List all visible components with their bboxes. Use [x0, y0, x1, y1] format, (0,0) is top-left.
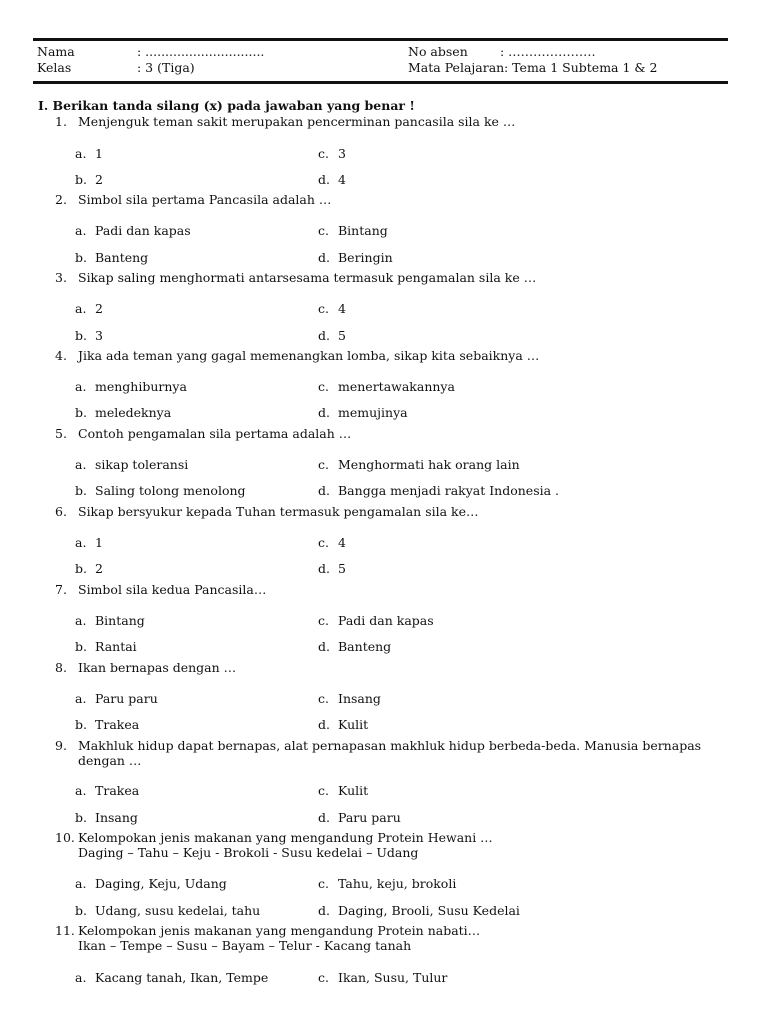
option-text: 3: [338, 146, 346, 161]
option-text: Padi dan kapas: [338, 613, 434, 628]
option-letter: c.: [318, 146, 329, 161]
question-text: Simbol sila pertama Pancasila adalah …: [78, 192, 332, 207]
question-number: 10.: [55, 830, 75, 845]
nama-label: Nama: [37, 44, 75, 59]
option-a[interactable]: [75, 301, 103, 316]
option-text: Tahu, keju, brokoli: [338, 876, 457, 891]
question-4: [55, 348, 745, 363]
option-text: Rantai: [95, 639, 137, 654]
question-text: Jika ada teman yang gagal memenangkan lomba, sikap kita sebaiknya …: [78, 348, 540, 363]
option-letter: b.: [75, 250, 87, 265]
option-c[interactable]: [318, 783, 368, 798]
no-absen-value: : …………………: [500, 44, 596, 59]
option-b[interactable]: [75, 483, 246, 498]
question-number: 8.: [55, 660, 67, 675]
header-bottom-rule: [33, 81, 728, 84]
header-top-rule: [33, 38, 728, 41]
option-a[interactable]: [75, 613, 145, 628]
question-food-list: Ikan – Tempe – Susu – Bayam – Telur - Kacang tanah: [78, 938, 412, 953]
question-number: 3.: [55, 270, 67, 285]
option-text: Daging, Keju, Udang: [95, 876, 227, 891]
question-9: [55, 738, 745, 768]
option-c[interactable]: [318, 457, 520, 472]
question-text: Menjenguk teman sakit merupakan pencerminan pancasila sila ke …: [78, 114, 516, 129]
option-text: Daging, Brooli, Susu Kedelai: [338, 903, 520, 918]
option-letter: a.: [75, 876, 87, 891]
question-text: Kelompokan jenis makanan yang mengandung Protein Hewani …: [78, 830, 493, 845]
question-number: 1.: [55, 114, 67, 129]
option-letter: c.: [318, 783, 329, 798]
option-text: 4: [338, 535, 346, 550]
question-number: 7.: [55, 582, 67, 597]
option-text: 1: [95, 146, 103, 161]
option-text: Trakea: [95, 717, 140, 732]
option-letter: b.: [75, 483, 87, 498]
option-text: 1: [95, 535, 103, 550]
kelas-label: Kelas: [37, 60, 72, 75]
option-letter: a.: [75, 146, 87, 161]
option-letter: b.: [75, 328, 87, 343]
option-c[interactable]: [318, 301, 346, 316]
question-10: [55, 830, 745, 860]
option-text: Insang: [95, 810, 138, 825]
kelas-value: : 3 (Tiga): [137, 60, 195, 75]
option-text: memujinya: [338, 405, 408, 420]
option-letter: a.: [75, 535, 87, 550]
option-letter: c.: [318, 876, 329, 891]
option-c[interactable]: [318, 379, 455, 394]
option-text: 2: [95, 172, 103, 187]
option-letter: c.: [318, 301, 329, 316]
question-text: Makhluk hidup dapat bernapas, alat pernapasan makhluk hidup berbeda-beda. Manusia bernapas dengan …: [78, 738, 702, 768]
option-letter: b.: [75, 810, 87, 825]
no-absen-label: No absen: [408, 44, 468, 59]
mata-pelajaran-value: : Tema 1 Subtema 1 & 2: [504, 60, 658, 75]
option-b[interactable]: [75, 639, 137, 654]
option-b[interactable]: [75, 561, 103, 576]
option-d[interactable]: [318, 639, 391, 654]
option-text: Insang: [338, 691, 381, 706]
option-letter: d.: [318, 405, 330, 420]
option-text: Ikan, Susu, Tulur: [338, 970, 448, 985]
option-letter: d.: [318, 328, 330, 343]
option-letter: c.: [318, 613, 329, 628]
option-letter: a.: [75, 783, 87, 798]
option-b[interactable]: [75, 405, 171, 420]
option-a[interactable]: [75, 876, 227, 891]
mata-pelajaran-label: Mata Pelajaran: [408, 60, 505, 75]
question-text: Simbol sila kedua Pancasila…: [78, 582, 267, 597]
option-letter: b.: [75, 172, 87, 187]
option-b[interactable]: [75, 810, 138, 825]
option-letter: b.: [75, 561, 87, 576]
question-6: [55, 504, 745, 519]
question-5: [55, 426, 745, 441]
option-a[interactable]: [75, 457, 188, 472]
question-text: Kelompokan jenis makanan yang mengandung Protein nabati…: [78, 923, 481, 938]
question-3: [55, 270, 745, 285]
option-c[interactable]: [318, 691, 381, 706]
nama-value: : ..............................: [137, 44, 265, 59]
option-letter: c.: [318, 223, 329, 238]
option-text: 4: [338, 301, 346, 316]
option-c[interactable]: [318, 970, 447, 985]
option-letter: d.: [318, 810, 330, 825]
option-text: Saling tolong menolong: [95, 483, 246, 498]
option-letter: c.: [318, 457, 329, 472]
option-a[interactable]: [75, 535, 103, 550]
option-letter: c.: [318, 535, 329, 550]
option-d[interactable]: [318, 328, 346, 343]
option-text: Kulit: [338, 783, 369, 798]
option-text: Paru paru: [95, 691, 158, 706]
option-text: 2: [95, 301, 103, 316]
option-text: Kacang tanah, Ikan, Tempe: [95, 970, 269, 985]
option-a[interactable]: [75, 783, 139, 798]
option-text: Udang, susu kedelai, tahu: [95, 903, 261, 918]
option-text: sikap toleransi: [95, 457, 189, 472]
question-number: 4.: [55, 348, 67, 363]
option-letter: a.: [75, 457, 87, 472]
option-text: Menghormati hak orang lain: [338, 457, 520, 472]
option-letter: d.: [318, 561, 330, 576]
option-letter: c.: [318, 379, 329, 394]
question-8: [55, 660, 745, 675]
option-d[interactable]: [318, 483, 559, 498]
question-number: 2.: [55, 192, 67, 207]
option-text: menertawakannya: [338, 379, 455, 394]
option-d[interactable]: [318, 717, 368, 732]
option-letter: d.: [318, 639, 330, 654]
option-text: 2: [95, 561, 103, 576]
option-letter: a.: [75, 379, 87, 394]
option-text: Padi dan kapas: [95, 223, 191, 238]
option-a[interactable]: [75, 146, 103, 161]
option-letter: a.: [75, 223, 87, 238]
option-letter: a.: [75, 970, 87, 985]
option-d[interactable]: [318, 903, 520, 918]
option-text: Beringin: [338, 250, 393, 265]
question-number: 6.: [55, 504, 67, 519]
option-b[interactable]: [75, 172, 103, 187]
option-a[interactable]: [75, 379, 187, 394]
section-title: I. Berikan tanda silang (x) pada jawaban yang benar !: [38, 98, 415, 113]
option-text: menghiburnya: [95, 379, 187, 394]
option-letter: b.: [75, 717, 87, 732]
option-c[interactable]: [318, 613, 434, 628]
option-text: 3: [95, 328, 103, 343]
question-text: Sikap saling menghormati antarsesama termasuk pengamalan sila ke …: [78, 270, 537, 285]
question-number: 11.: [55, 923, 75, 938]
option-text: Bintang: [338, 223, 388, 238]
option-text: Bintang: [95, 613, 145, 628]
option-text: Trakea: [95, 783, 140, 798]
option-letter: b.: [75, 405, 87, 420]
option-d[interactable]: [318, 250, 393, 265]
option-text: Kulit: [338, 717, 369, 732]
question-11: [55, 923, 745, 953]
option-b[interactable]: [75, 903, 260, 918]
question-1: [55, 114, 745, 129]
option-letter: d.: [318, 717, 330, 732]
option-d[interactable]: [318, 172, 346, 187]
option-letter: d.: [318, 483, 330, 498]
question-7: [55, 582, 745, 597]
option-letter: b.: [75, 903, 87, 918]
option-c[interactable]: [318, 146, 346, 161]
question-2: [55, 192, 745, 207]
question-number: 5.: [55, 426, 67, 441]
option-letter: b.: [75, 639, 87, 654]
option-text: 4: [338, 172, 346, 187]
option-d[interactable]: [318, 405, 408, 420]
option-c[interactable]: [318, 223, 388, 238]
option-d[interactable]: [318, 810, 401, 825]
option-letter: a.: [75, 613, 87, 628]
question-text: Ikan bernapas dengan …: [78, 660, 237, 675]
option-c[interactable]: [318, 535, 346, 550]
option-letter: c.: [318, 970, 329, 985]
option-text: 5: [338, 328, 346, 343]
option-b[interactable]: [75, 328, 103, 343]
option-c[interactable]: [318, 876, 456, 891]
option-a[interactable]: [75, 223, 191, 238]
option-a[interactable]: [75, 691, 158, 706]
option-text: Banteng: [338, 639, 392, 654]
option-text: Bangga menjadi rakyat Indonesia .: [338, 483, 560, 498]
option-letter: d.: [318, 250, 330, 265]
option-a[interactable]: [75, 970, 268, 985]
option-b[interactable]: [75, 250, 148, 265]
option-letter: a.: [75, 691, 87, 706]
question-text: Sikap bersyukur kepada Tuhan termasuk pengamalan sila ke…: [78, 504, 479, 519]
question-number: 9.: [55, 738, 67, 753]
question-text: Contoh pengamalan sila pertama adalah …: [78, 426, 352, 441]
option-letter: c.: [318, 691, 329, 706]
option-letter: d.: [318, 903, 330, 918]
option-text: 5: [338, 561, 346, 576]
option-text: Banteng: [95, 250, 149, 265]
option-text: meledeknya: [95, 405, 172, 420]
option-text: Paru paru: [338, 810, 401, 825]
question-food-list: Daging – Tahu – Keju - Brokoli - Susu kedelai – Udang: [78, 845, 419, 860]
option-b[interactable]: [75, 717, 139, 732]
option-letter: a.: [75, 301, 87, 316]
option-d[interactable]: [318, 561, 346, 576]
option-letter: d.: [318, 172, 330, 187]
